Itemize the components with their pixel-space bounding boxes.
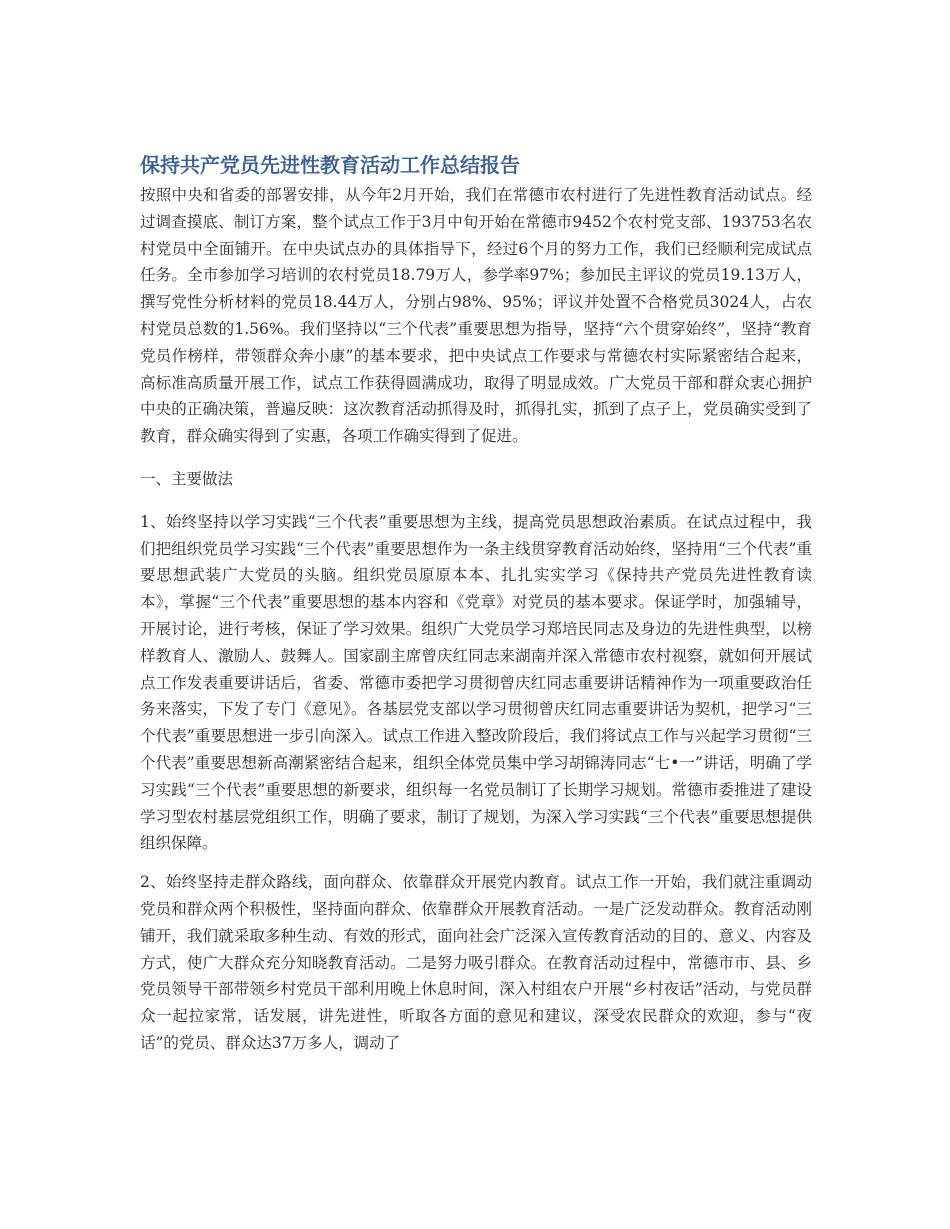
spacer [140, 450, 812, 466]
intro-paragraph: 按照中央和省委的部署安排，从今年2月开始，我们在常德市农村进行了先进性教育活动试点。经过调查摸底、制订方案，整个试点工作于3月中旬开始在常德市9452个农村党支部、193753名农村党员中全面铺开。在中央试点办的具体指导下，经过6个月的努力工作，我们已经顺利完成试点任务。全市参加学习培训的农村党员18.79万人，参学率97%；参加民主评议的党员19.13万人，撰写党性分析材料的党员18.44万人，分别占98%、95%；评议并处置不合格党员3024人，占农村党员总数的1.56%。我们坚持以“三个代表”重要思想为指导，坚持“六个贯穿始终”，坚持“教育党员作榜样，带领群众奔小康”的基本要求，把中央试点工作要求与常德农村实际紧密结合起来，高标准高质量开展工作，试点工作获得圆满成功，取得了明显成效。广大党员干部和群众衷心拥护中央的正确决策，普遍反映：这次教育活动抓得及时，抓得扎实，抓到了点子上，党员确实受到了教育，群众确实得到了实惠，各项工作确实得到了促进。 [140, 186, 812, 446]
spacer [140, 493, 812, 509]
section-heading-main-methods: 一、主要做法 [140, 469, 234, 488]
document-title: 保持共产党员先进性教育活动工作总结报告 [140, 153, 520, 177]
spacer [140, 857, 812, 869]
point-2-paragraph: 2、始终坚持走群众路线，面向群众、依靠群众开展党内教育。试点工作一开始，我们就注重调动党员和群众两个积极性，坚持面向群众、依靠群众开展教育活动。一是广泛发动群众。教育活动刚铺开，我们就采取多种生动、有效的形式，面向社会广泛深入宣传教育活动的目的、意义、内容及方式，使广大群众充分知晓教育活动。二是努力吸引群众。在教育活动过程中，常德市市、县、乡党员领导干部带领乡村党员干部利用晚上休息时间，深入村组农户开展“乡村夜话”活动，与党员群众一起拉家常，话发展，讲先进性，听取各方面的意见和建议，深受农民群众的欢迎，参与“夜话”的党员、群众达37万多人，调动了 [140, 873, 812, 1052]
document-page [140, 150, 812, 1057]
point-1-paragraph: 1、始终坚持以学习实践“三个代表”重要思想为主线，提高党员思想政治素质。在试点过程中，我们把组织党员学习实践“三个代表”重要思想作为一条主线贯穿教育活动始终，坚持用“三个代表”重要思想武装广大党员的头脑。组织党员原原本本、扎扎实实学习《保持共产党员先进性教育读本》，掌握“三个代表”重要思想的基本内容和《党章》对党员的基本要求。保证学时，加强辅导，开展讨论，进行考核，保证了学习效果。组织广大党员学习郑培民同志及身边的先进性典型，以榜样教育人、激励人、鼓舞人。国家副主席曾庆红同志来湖南并深入常德市农村视察，就如何开展试点工作发表重要讲话后，省委、常德市委把学习贯彻曾庆红同志重要讲话精神作为一项重要政治任务来落实，下发了专门《意见》。各基层党支部以学习贯彻曾庆红同志重要讲话为契机，把学习“三个代表”重要思想进一步引向深入。试点工作进入整改阶段后，我们将试点工作与兴起学习贯彻“三个代表”重要思想新高潮紧密结合起来，组织全体党员集中学习胡锦涛同志“七•一”讲话，明确了学习实践“三个代表”重要思想的新要求，组织每一名党员制订了长期学习规划。常德市委推进了建设学习型农村基层党组织工作，明确了要求，制订了规划，为深入学习实践“三个代表”重要思想提供组织保障。 [140, 512, 812, 853]
